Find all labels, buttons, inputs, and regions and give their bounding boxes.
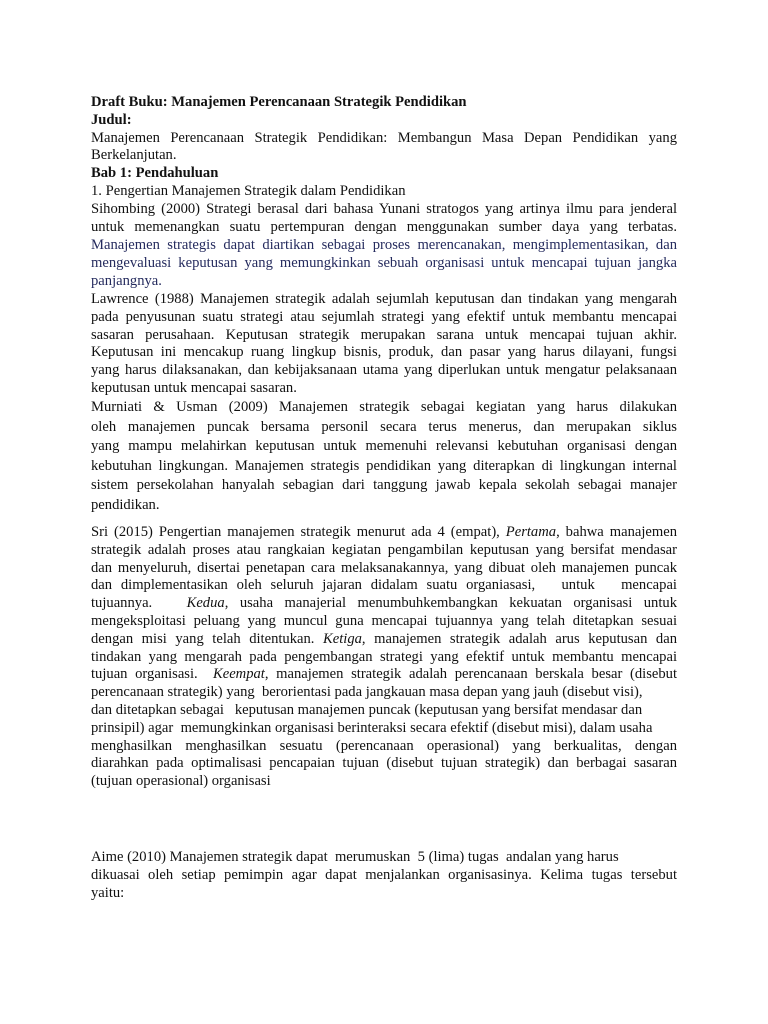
paragraph-line: yang mampu melahirkan keputusan untuk memenuhi relevansi kebutuhan organisasi dengan <box>91 438 677 455</box>
paragraph-line: sistem persekolahan hanyalah sebagian dari tanggung jawab kepala sekolah sebagai manajer <box>91 477 677 494</box>
emphasis-ketiga: Ketiga <box>323 630 362 647</box>
chapter-heading: Bab 1: Pendahuluan <box>91 165 219 182</box>
paragraph-definition <box>91 237 677 290</box>
emphasis-keempat: Keempat <box>212 666 265 683</box>
emphasis-pertama: Pertama <box>505 524 557 540</box>
paragraph-line: yang harus dilaksanakan, dan kebijaksanaan utama yang diperlukan untuk mengatur pelaksanaan <box>91 362 677 379</box>
text-run: dengan misi yang telah ditentukan. <box>91 630 323 647</box>
paragraph-line: tindakan yang mengarah pada pengembangan strategi yang efektif untuk membantu mencapai <box>91 648 677 665</box>
judul-label: Judul: <box>91 111 132 128</box>
paragraph-line: mengevaluasi keputusan yang memungkinkan sebuah organisasi untuk mencapai tujuan jangka <box>91 254 677 271</box>
paragraph-sihombing <box>91 201 677 237</box>
book-title-line: Manajemen Perencanaan Strategik Pendidikan: Membangun Masa Depan Pendidikan yang <box>91 129 677 146</box>
text-run: , usaha manajerial menumbuhkembangkan kekuatan organisasi untuk <box>224 595 677 612</box>
paragraph-line: diarahkan pada optimalisasi pencapaian tujuan (disebut tujuan strategik) dan berbagai sasaran <box>91 755 677 772</box>
paragraph-line <box>91 595 677 613</box>
text-run: , manajemen strategik adalah arus keputusan dan <box>361 630 677 647</box>
text-run: tujuannya. <box>91 595 187 612</box>
paragraph-line: Aime (2010) Manajemen strategik dapat merumuskan 5 (lima) tugas andalan yang harus <box>91 849 619 865</box>
paragraph-line: sasaran perusahaan. Keputusan strategik merupakan sarana untuk mencapai tujuan akhir. <box>91 326 677 343</box>
paragraph-line: yaitu: <box>91 884 125 901</box>
paragraph-line: dan menyeluruh, disertai penetapan cara melaksanakannya, yang dibuat oleh manajemen puncak <box>91 559 677 576</box>
draft-title: Draft Buku: Manajemen Perencanaan Strategik Pendidikan <box>91 94 467 110</box>
paragraph-line: pada penyusunan suatu strategi atau sejumlah strategi yang efektif untuk membantu mencapai <box>91 308 677 325</box>
paragraph-murniati <box>91 398 677 516</box>
paragraph-line: Manajemen strategis dapat diartikan sebagai proses merencanakan, mengimplementasikan, dan <box>91 237 677 253</box>
paragraph-line: panjangnya. <box>91 272 162 289</box>
paragraph-line: dan dimplementasikan oleh seluruh jajaran didalam suatu organiasasi, untuk mencapai <box>91 577 677 594</box>
paragraph-line: Murniati & Usman (2009) Manajemen strategik sebagai kegiatan yang harus dilakukan <box>91 399 677 415</box>
paragraph-line: keputusan untuk mencapai sasaran. <box>91 379 297 396</box>
paragraph-line: dan ditetapkan sebagai keputusan manajemen puncak (keputusan yang bersifat mendasar dan <box>91 701 643 718</box>
text-run: , manajemen strategik adalah perencanaan berskala besar (disebut <box>264 666 677 683</box>
paragraph-line: menghasilkan menghasilkan sesuatu (perencanaan operasional) yang berkualitas, dengan <box>91 737 677 754</box>
text-run: , bahwa manajemen <box>556 524 677 540</box>
paragraph-sri <box>91 524 677 791</box>
paragraph-line: Lawrence (1988) Manajemen strategik adalah sejumlah keputusan dan tindakan yang mengarah <box>91 291 677 307</box>
paragraph-line: dikuasai oleh setiap pemimpin agar dapat menjalankan organisasinya. Kelima tugas tersebut <box>91 866 677 883</box>
paragraph-line: strategik adalah proses atau rangkaian kegiatan pengambilan keputusan yang bersifat mendasar <box>91 541 677 558</box>
heading-block <box>91 94 677 201</box>
paragraph-line: kebutuhan lingkungan. Manajemen strategis pendidikan yang diterapkan di lingkungan internal <box>91 457 677 474</box>
section-heading: 1. Pengertian Manajemen Strategik dalam Pendidikan <box>91 182 406 199</box>
emphasis-kedua: Kedua <box>186 595 225 612</box>
text-run: tujuan organisasi. <box>91 666 213 683</box>
paragraph-line: mengeksploitasi peluang yang muncul guna mencapai tujuannya yang telah ditetapkan sesuai <box>91 612 677 629</box>
paragraph-line: pendidikan. <box>91 496 160 513</box>
paragraph-line <box>91 666 677 684</box>
paragraph-line: untuk memenangkan suatu pertempuran dengan menggunakan sumber daya yang terbatas. <box>91 218 677 235</box>
paragraph-line: (tujuan operasional) organisasi <box>91 773 271 790</box>
paragraph-line: Sihombing (2000) Strategi berasal dari bahasa Yunani stratogos yang artinya ilmu para jenderal <box>91 201 677 217</box>
paragraph-line: Keputusan ini mencakup ruang lingkup bisnis, produk, dan pasar yang harus dilayani, fungsi <box>91 344 677 361</box>
paragraph-line: oleh manajemen puncak bersama personil secara terus menerus, dan merupakan siklus <box>91 418 677 435</box>
paragraph-lawrence <box>91 291 677 398</box>
paragraph-aime <box>91 849 677 902</box>
paragraph-line: perencanaan strategik) yang berorientasi pada jangkauan masa depan yang jauh (disebut visi), <box>91 684 643 701</box>
paragraph-line: prinsipil) agar memungkinkan organisasi berinteraksi secara efektif (disebut misi), dalam usaha <box>91 719 653 736</box>
book-title-line: Berkelanjutan. <box>91 147 177 164</box>
text-run: Sri (2015) Pengertian manajemen strategik menurut ada 4 (empat), <box>91 524 506 540</box>
paragraph-line <box>91 524 677 542</box>
paragraph-line <box>91 631 677 649</box>
